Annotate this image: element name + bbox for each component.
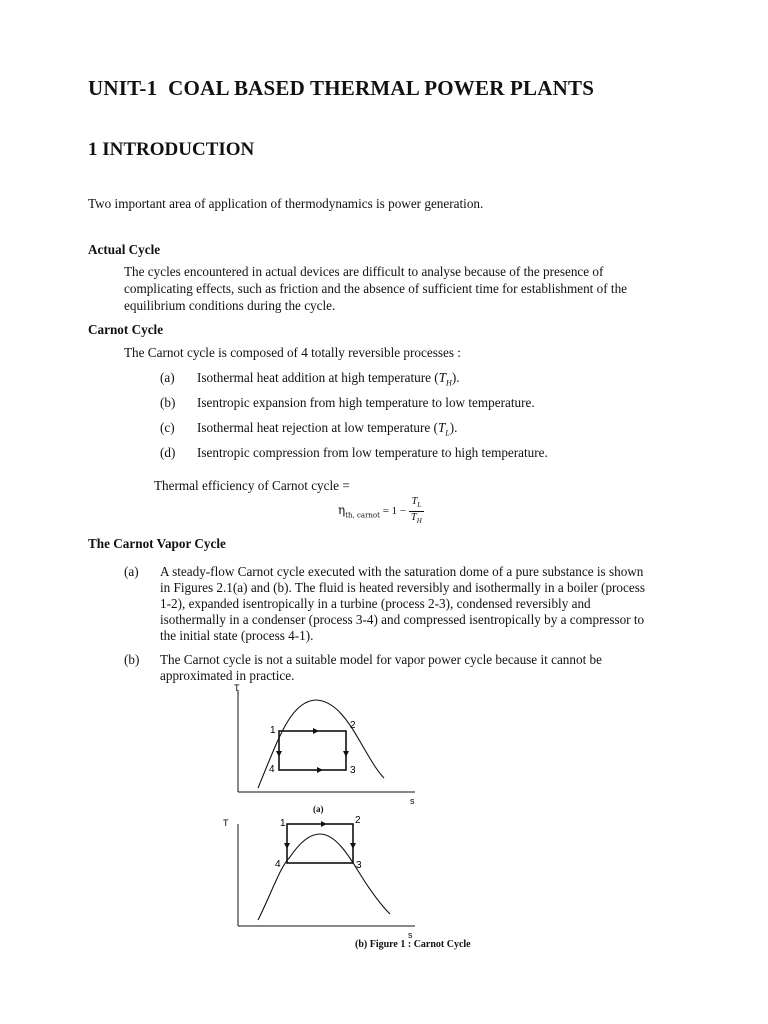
point-label-3: 3 — [356, 860, 362, 871]
list-item-label: (a) — [160, 370, 175, 385]
ts-diagram-b — [220, 812, 430, 942]
point-label-1: 1 — [270, 725, 276, 736]
list-item-label: (a) — [124, 564, 139, 579]
point-label-4: 4 — [275, 859, 281, 870]
list-item-label: (b) — [160, 395, 176, 410]
actual-cycle-line: complicating effects, such as friction and the absence of sufficient time for establishment of the — [124, 281, 628, 296]
vapor-cycle-b-line: The Carnot cycle is not a suitable model for vapor power cycle because it cannot be — [160, 652, 602, 667]
list-item: Isentropic compression from low temperature to high temperature. — [197, 445, 548, 460]
saturation-dome — [258, 834, 390, 920]
figure-caption: (b) Figure 1 : Carnot Cycle — [355, 939, 471, 950]
cycle-rectangle — [287, 824, 353, 863]
list-item-label: (c) — [160, 420, 175, 435]
efficiency-fraction: $\frac{T_L}{T_H}$ — [410, 496, 422, 526]
list-item-label: (b) — [124, 652, 140, 667]
axis-label-t: T — [234, 683, 240, 693]
figure-a-label: (a) — [313, 804, 324, 814]
vapor-cycle-a-line: A steady-flow Carnot cycle executed with the saturation dome of a pure substance is shown — [160, 564, 644, 579]
saturation-dome — [258, 700, 384, 788]
list-item-label: (d) — [160, 445, 176, 460]
carnot-cycle-heading: Carnot Cycle — [88, 322, 164, 337]
carnot-cycle-intro: The Carnot cycle is composed of 4 totally reversible processes : — [124, 345, 461, 360]
list-item: Isothermal heat rejection at low temperature $(T_L)$. — [197, 420, 458, 438]
vapor-cycle-a-line: the initial state (process 4-1). — [160, 628, 314, 643]
efficiency-formula: $\eta_{th, carnot} = 1$ − $\frac{T_L}{T_H}$ — [338, 496, 422, 526]
vapor-cycle-a-line: isothermally in a condenser (process 3-4) and compressed isentropically by a compressor to — [160, 612, 645, 627]
actual-cycle-heading: Actual Cycle — [88, 242, 161, 257]
vapor-cycle-b-line: approximated in practice. — [160, 668, 295, 683]
point-label-4: 4 — [269, 764, 275, 775]
page-title: UNIT-1 COAL BASED THERMAL POWER PLANTS — [88, 76, 595, 100]
point-label-3: 3 — [350, 765, 356, 776]
vapor-cycle-a-line: 1-2), expanded isentropically in a turbine (process 2-3), condensed reversibly and — [160, 596, 591, 611]
actual-cycle-line: The cycles encountered in actual devices are difficult to analyse because of the presence of — [124, 264, 604, 279]
list-item: Isentropic expansion from high temperature to low temperature. — [197, 395, 535, 410]
section-heading: 1 INTRODUCTION — [88, 139, 255, 160]
efficiency-label: Thermal efficiency of Carnot cycle = — [154, 478, 350, 493]
vapor-cycle-heading: The Carnot Vapor Cycle — [88, 536, 226, 551]
actual-cycle-line: equilibrium conditions during the cycle. — [124, 298, 336, 313]
list-item: Isothermal heat addition at high temperature $(T_H)$. — [197, 370, 460, 388]
point-label-2: 2 — [355, 815, 361, 826]
point-label-2: 2 — [350, 720, 356, 731]
ts-diagram-a — [220, 680, 430, 815]
intro-paragraph: Two important area of application of thermodynamics is power generation. — [88, 196, 484, 211]
axis-label-s: s — [410, 796, 415, 806]
vapor-cycle-a-line: in Figures 2.1(a) and (b). The fluid is heated reversibly and isothermally in a boiler (process — [160, 580, 645, 595]
point-label-1: 1 — [280, 818, 286, 829]
cycle-rectangle — [279, 731, 346, 770]
axis-label-s: s — [408, 930, 413, 940]
axis-label-t: T — [223, 818, 229, 828]
